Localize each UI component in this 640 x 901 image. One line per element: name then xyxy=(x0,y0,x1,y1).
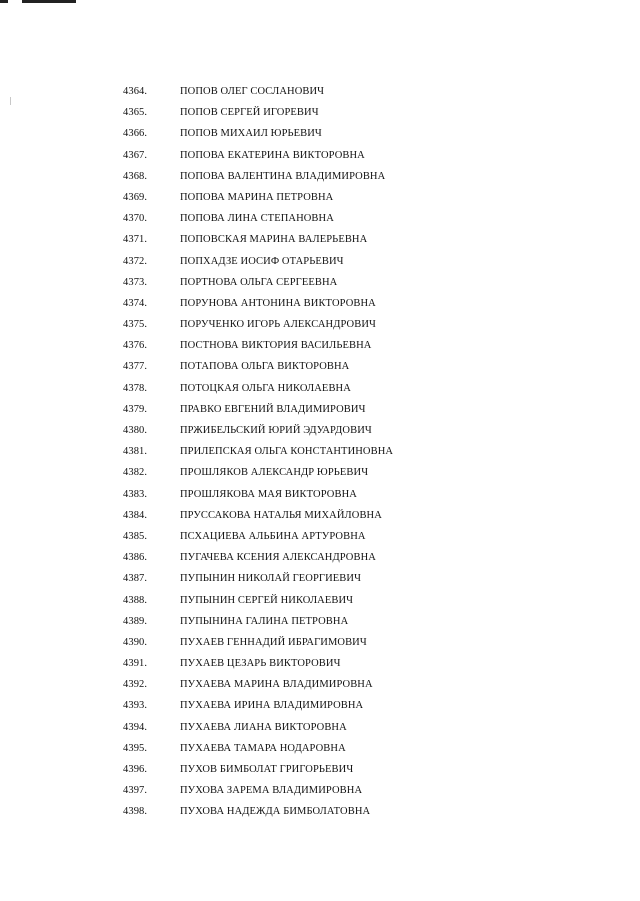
entry-full-name: ПУХАЕВ ЦЕЗАРЬ ВИКТОРОВИЧ xyxy=(180,658,341,670)
entry-full-name: ПУХАЕВА МАРИНА ВЛАДИМИРОВНА xyxy=(180,679,373,691)
list-item xyxy=(0,568,640,589)
entry-full-name: ПОПХАДЗЕ ИОСИФ ОТАРЬЕВИЧ xyxy=(180,255,344,267)
entry-full-name: ПУПЫНИН НИКОЛАЙ ГЕОРГИЕВИЧ xyxy=(180,573,361,585)
entry-number: 4383. xyxy=(123,488,148,500)
list-item xyxy=(0,632,640,653)
entry-number: 4395. xyxy=(123,742,148,754)
entry-full-name: ПУХАЕВА ЛИАНА ВИКТОРОВНА xyxy=(180,721,347,733)
list-item xyxy=(0,505,640,526)
entry-number: 4367. xyxy=(123,149,148,161)
entry-number: 4385. xyxy=(123,530,148,542)
list-item xyxy=(0,590,640,611)
entry-full-name: ПУХОВА ЗАРЕМА ВЛАДИМИРОВНА xyxy=(180,785,363,797)
entry-number: 4378. xyxy=(123,382,148,394)
entry-number: 4374. xyxy=(123,297,148,309)
entry-full-name: ПУХАЕВ ГЕННАДИЙ ИБРАГИМОВИЧ xyxy=(180,636,367,648)
entry-number: 4377. xyxy=(123,361,148,373)
list-item xyxy=(0,166,640,187)
entry-list xyxy=(0,81,640,823)
list-item xyxy=(0,462,640,483)
entry-number: 4379. xyxy=(123,403,148,415)
list-item xyxy=(0,81,640,102)
entry-full-name: ПРУССАКОВА НАТАЛЬЯ МИХАЙЛОВНА xyxy=(180,509,382,521)
list-item xyxy=(0,187,640,208)
entry-full-name: ПРОШЛЯКОВ АЛЕКСАНДР ЮРЬЕВИЧ xyxy=(180,467,369,479)
entry-number: 4366. xyxy=(123,128,148,140)
entry-full-name: ПОПОВ СЕРГЕЙ ИГОРЕВИЧ xyxy=(180,107,319,119)
list-item xyxy=(0,801,640,822)
entry-number: 4398. xyxy=(123,806,148,818)
entry-number: 4365. xyxy=(123,107,148,119)
entry-number: 4394. xyxy=(123,721,148,733)
entry-number: 4373. xyxy=(123,276,148,288)
entry-full-name: ПУПЫНИНА ГАЛИНА ПЕТРОВНА xyxy=(180,615,349,627)
entry-number: 4371. xyxy=(123,234,148,246)
entry-full-name: ПОРТНОВА ОЛЬГА СЕРГЕЕВНА xyxy=(180,276,338,288)
entry-full-name: ПОПОВ ОЛЕГ СОСЛАНОВИЧ xyxy=(180,86,325,97)
list-item xyxy=(0,208,640,229)
entry-number: 4370. xyxy=(123,213,148,225)
entry-number: 4382. xyxy=(123,467,148,479)
entry-full-name: ПОПОВА МАРИНА ПЕТРОВНА xyxy=(180,191,334,203)
list-item xyxy=(0,356,640,377)
entry-full-name: ПРАВКО ЕВГЕНИЙ ВЛАДИМИРОВИЧ xyxy=(180,403,366,415)
entry-full-name: ПРОШЛЯКОВА МАЯ ВИКТОРОВНА xyxy=(180,488,357,500)
entry-number: 4364. xyxy=(123,86,148,97)
entry-full-name: ПУХОВ БИМБОЛАТ ГРИГОРЬЕВИЧ xyxy=(180,764,354,775)
entry-number: 4388. xyxy=(123,594,148,606)
entry-full-name: ПОРУЧЕНКО ИГОРЬ АЛЕКСАНДРОВИЧ xyxy=(180,319,376,331)
entry-number: 4381. xyxy=(123,446,148,458)
entry-number: 4380. xyxy=(123,425,148,436)
entry-full-name: ПОПОВА ЕКАТЕРИНА ВИКТОРОВНА xyxy=(180,149,365,161)
entry-number: 4392. xyxy=(123,679,148,691)
entry-full-name: ПУХАЕВА ИРИНА ВЛАДИМИРОВНА xyxy=(180,700,364,712)
entry-number: 4372. xyxy=(123,255,148,267)
entry-full-name: ПУПЫНИН СЕРГЕЙ НИКОЛАЕВИЧ xyxy=(180,594,354,606)
entry-full-name: ПРЖИБЕЛЬСКИЙ ЮРИЙ ЭДУАРДОВИЧ xyxy=(180,425,372,436)
entry-number: 4386. xyxy=(123,552,148,564)
entry-full-name: ПОПОВСКАЯ МАРИНА ВАЛЕРЬЕВНА xyxy=(180,234,368,246)
entry-full-name: ПОТАПОВА ОЛЬГА ВИКТОРОВНА xyxy=(180,361,350,373)
entry-full-name: ПУГАЧЕВА КСЕНИЯ АЛЕКСАНДРОВНА xyxy=(180,552,376,564)
list-item xyxy=(0,674,640,695)
list-item xyxy=(0,653,640,674)
entry-full-name: ПОСТНОВА ВИКТОРИЯ ВАСИЛЬЕВНА xyxy=(180,340,372,352)
list-item xyxy=(0,441,640,462)
list-item xyxy=(0,780,640,801)
list-item xyxy=(0,314,640,335)
list-item xyxy=(0,611,640,632)
entry-number: 4391. xyxy=(123,658,148,670)
list-item xyxy=(0,738,640,759)
entry-full-name: ПУХОВА НАДЕЖДА БИМБОЛАТОВНА xyxy=(180,806,371,818)
list-item xyxy=(0,399,640,420)
entry-full-name: ПОТОЦКАЯ ОЛЬГА НИКОЛАЕВНА xyxy=(180,382,351,394)
list-item xyxy=(0,293,640,314)
entry-full-name: ПОРУНОВА АНТОНИНА ВИКТОРОВНА xyxy=(180,297,376,309)
list-item xyxy=(0,145,640,166)
list-item xyxy=(0,695,640,716)
entry-full-name: ПРИЛЕПСКАЯ ОЛЬГА КОНСТАНТИНОВНА xyxy=(180,446,394,458)
entry-number: 4376. xyxy=(123,340,148,352)
list-item xyxy=(0,547,640,568)
list-item xyxy=(0,229,640,250)
entry-number: 4369. xyxy=(123,191,148,203)
list-item xyxy=(0,759,640,780)
list-item xyxy=(0,526,640,547)
list-item xyxy=(0,717,640,738)
entry-full-name: ПОПОВ МИХАИЛ ЮРЬЕВИЧ xyxy=(180,128,322,140)
entry-number: 4368. xyxy=(123,170,148,182)
entry-number: 4397. xyxy=(123,785,148,797)
entry-number: 4375. xyxy=(123,319,148,331)
scan-edge-mark xyxy=(0,0,76,3)
entry-number: 4396. xyxy=(123,764,148,775)
entry-number: 4393. xyxy=(123,700,148,712)
list-item xyxy=(0,272,640,293)
list-item xyxy=(0,251,640,272)
entry-number: 4387. xyxy=(123,573,148,585)
entry-full-name: ПСХАЦИЕВА АЛЬБИНА АРТУРОВНА xyxy=(180,530,366,542)
list-item xyxy=(0,378,640,399)
list-item xyxy=(0,335,640,356)
entry-full-name: ПУХАЕВА ТАМАРА НОДАРОВНА xyxy=(180,742,346,754)
entry-number: 4384. xyxy=(123,509,148,521)
list-item xyxy=(0,484,640,505)
entry-number: 4389. xyxy=(123,615,148,627)
list-item xyxy=(0,102,640,123)
entry-full-name: ПОПОВА ВАЛЕНТИНА ВЛАДИМИРОВНА xyxy=(180,170,386,182)
entry-number: 4390. xyxy=(123,636,148,648)
list-item xyxy=(0,123,640,144)
list-item xyxy=(0,420,640,441)
entry-full-name: ПОПОВА ЛИНА СТЕПАНОВНА xyxy=(180,213,334,225)
